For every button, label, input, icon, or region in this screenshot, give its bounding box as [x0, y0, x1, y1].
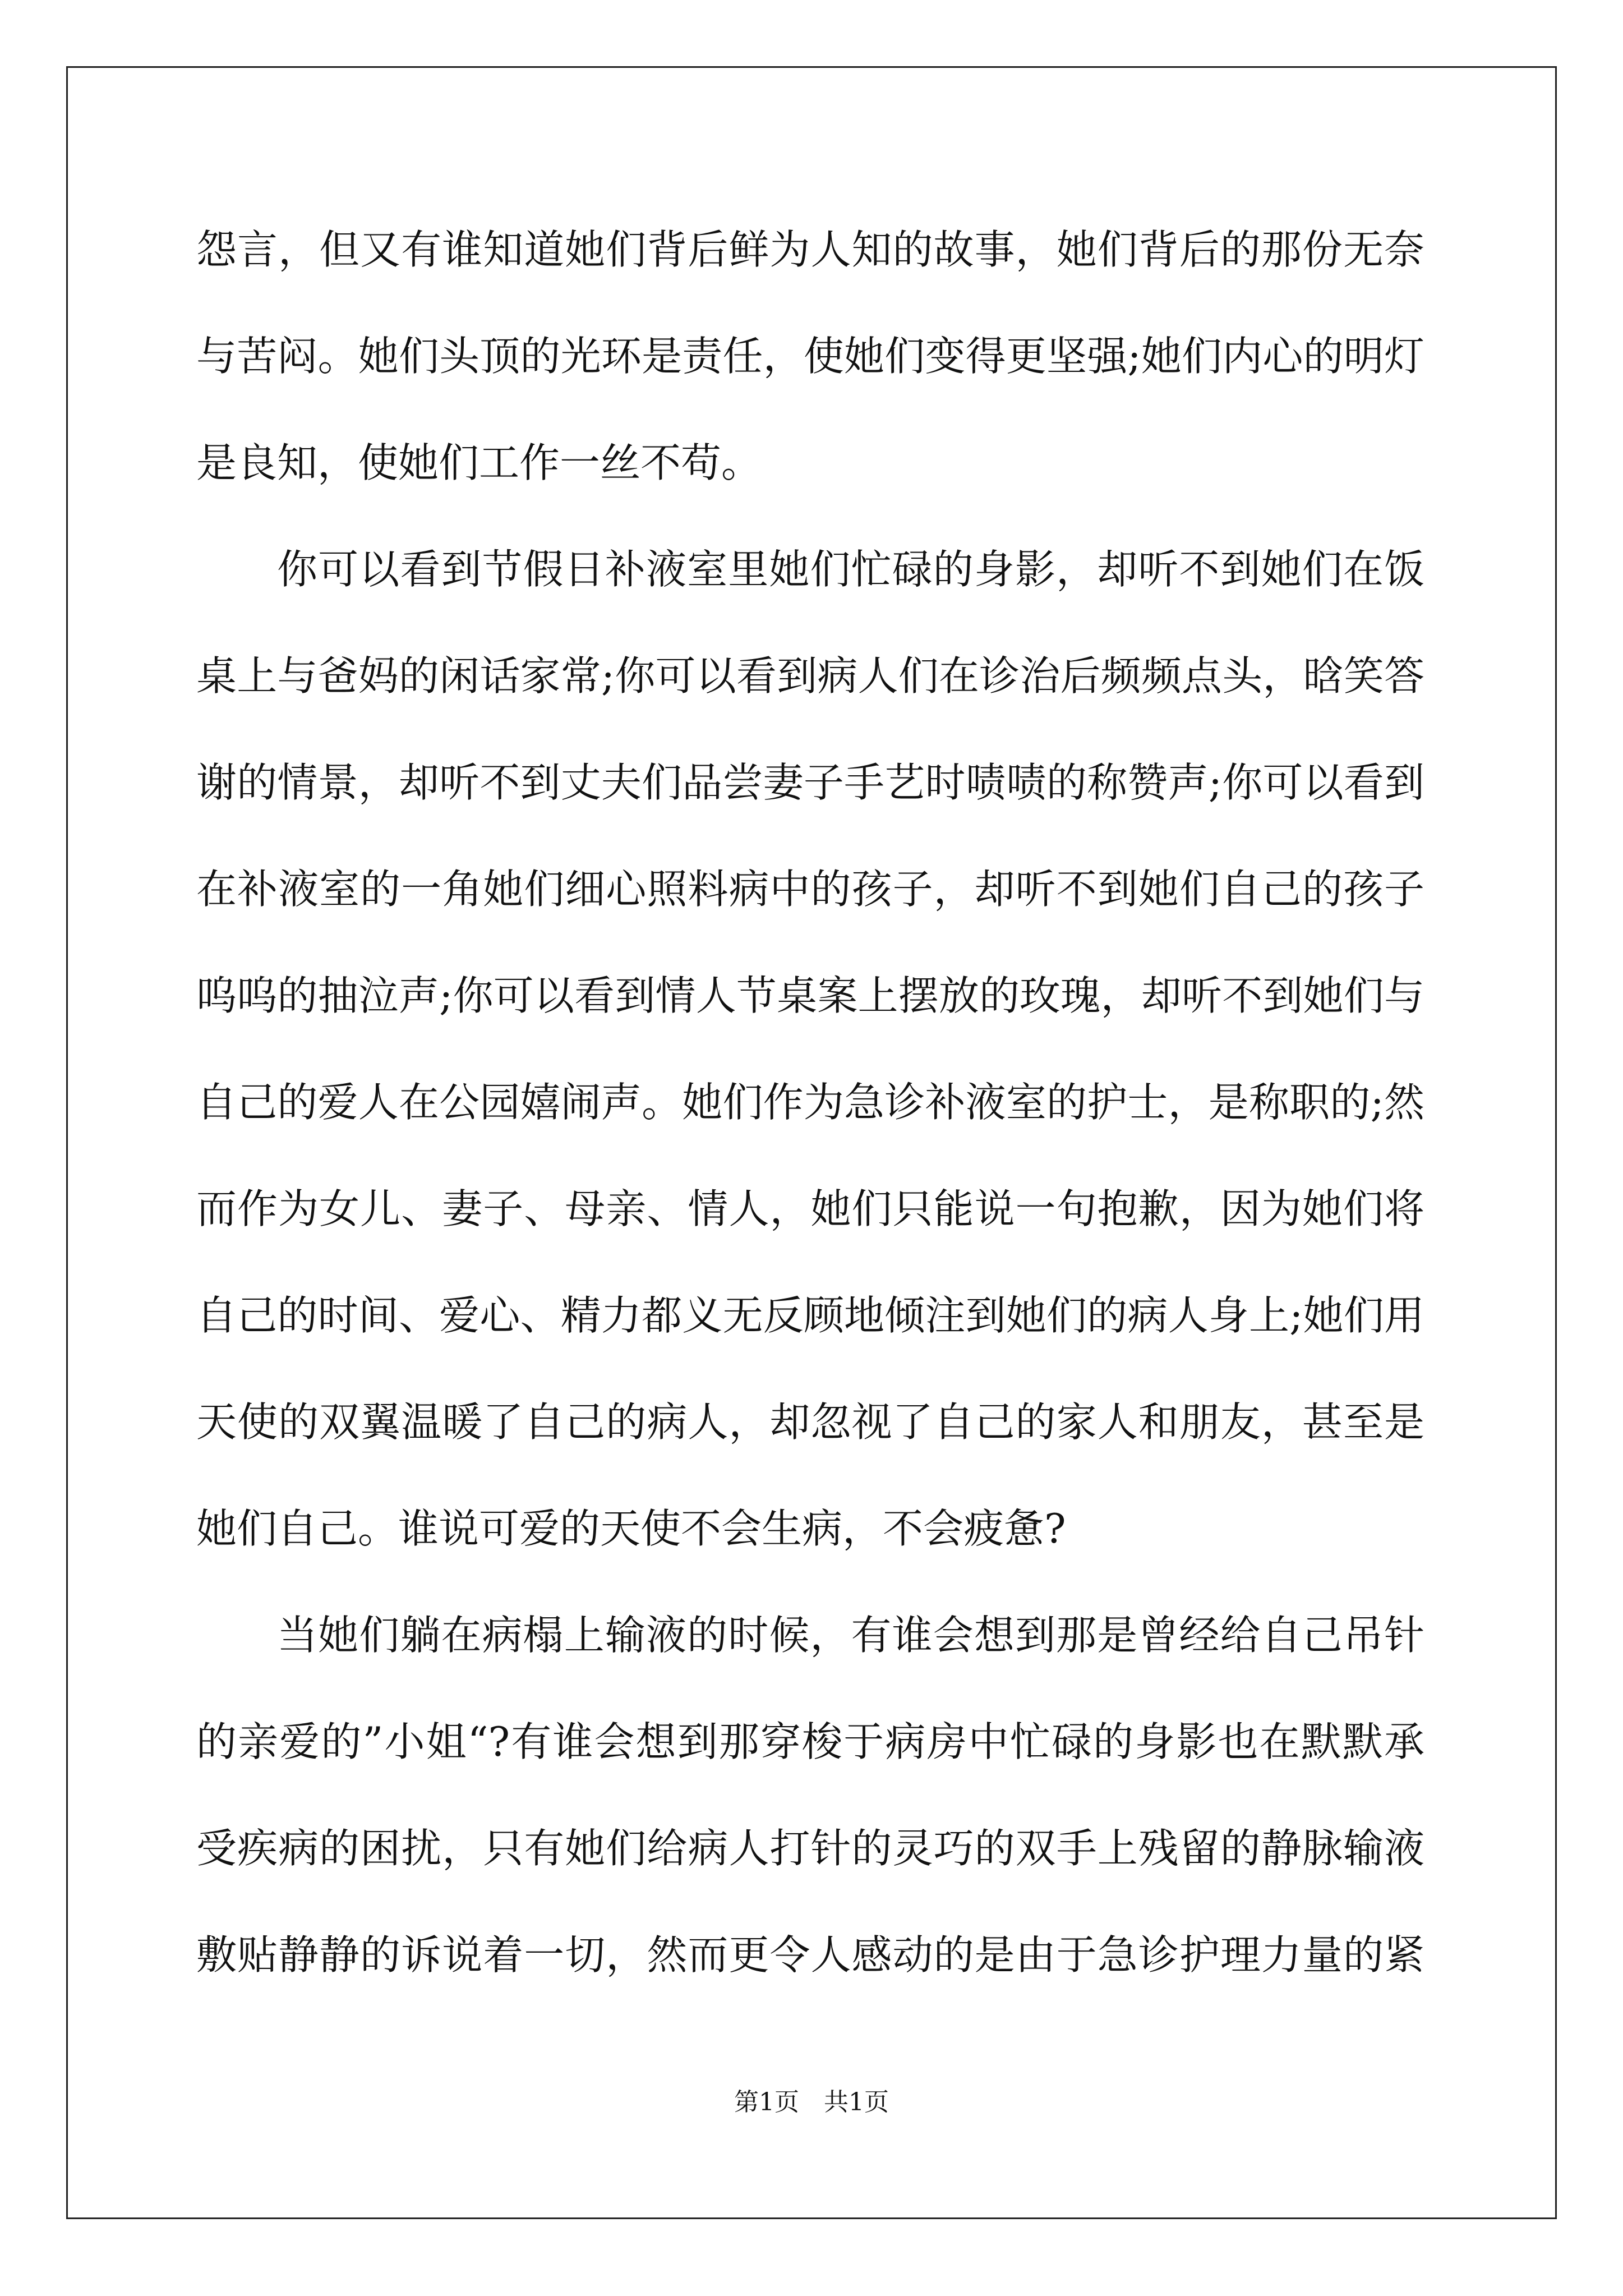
text-line: 天使的双翼温暖了自己的病人，却忽视了自己的家人和朋友，甚至是 — [196, 1398, 1424, 1446]
page-number: 第1页 共1页 — [734, 2088, 889, 2116]
text-line: 谢的情景，却听不到丈夫们品尝妻子手艺时啧啧的称赞声;你可以看到 — [196, 759, 1424, 806]
text-line: 怨言，但又有谁知道她们背后鲜为人知的故事，她们背后的那份无奈 — [196, 226, 1424, 273]
text-line: 敷贴静静的诉说着一切，然而更令人感动的是由于急诊护理力量的紧 — [196, 1931, 1424, 1978]
text-line: 当她们躺在病榻上输液的时候，有谁会想到那是曾经给自己吊针 — [277, 1612, 1424, 1659]
text-line: 你可以看到节假日补液室里她们忙碌的身影，却听不到她们在饭 — [277, 546, 1424, 593]
page-border — [66, 66, 1557, 2219]
text-line: 是良知，使她们工作一丝不苟。 — [196, 439, 762, 486]
text-line: 呜呜的抽泣声;你可以看到情人节桌案上摆放的玫瑰，却听不到她们与 — [196, 972, 1424, 1019]
text-line: 自己的时间、爱心、精力都义无反顾地倾注到她们的病人身上;她们用 — [196, 1292, 1424, 1339]
text-line: 的亲爱的”小姐“?有谁会想到那穿梭于病房中忙碌的身影也在默默承 — [196, 1718, 1424, 1765]
text-line: 自己的爱人在公园嬉闹声。她们作为急诊补液室的护士，是称职的;然 — [196, 1079, 1424, 1126]
text-line: 在补液室的一角她们细心照料病中的孩子，却听不到她们自己的孩子 — [196, 866, 1424, 913]
text-line: 与苦闷。她们头顶的光环是责任，使她们变得更坚强;她们内心的明灯 — [196, 333, 1424, 380]
text-line: 她们自己。谁说可爱的天使不会生病，不会疲惫? — [196, 1505, 1066, 1552]
text-line: 受疾病的困扰，只有她们给病人打针的灵巧的双手上残留的静脉输液 — [196, 1825, 1424, 1872]
text-line: 桌上与爸妈的闲话家常;你可以看到病人们在诊治后频频点头，晗笑答 — [196, 652, 1424, 700]
text-line: 而作为女儿、妻子、母亲、情人，她们只能说一句抱歉，因为她们将 — [196, 1185, 1424, 1232]
